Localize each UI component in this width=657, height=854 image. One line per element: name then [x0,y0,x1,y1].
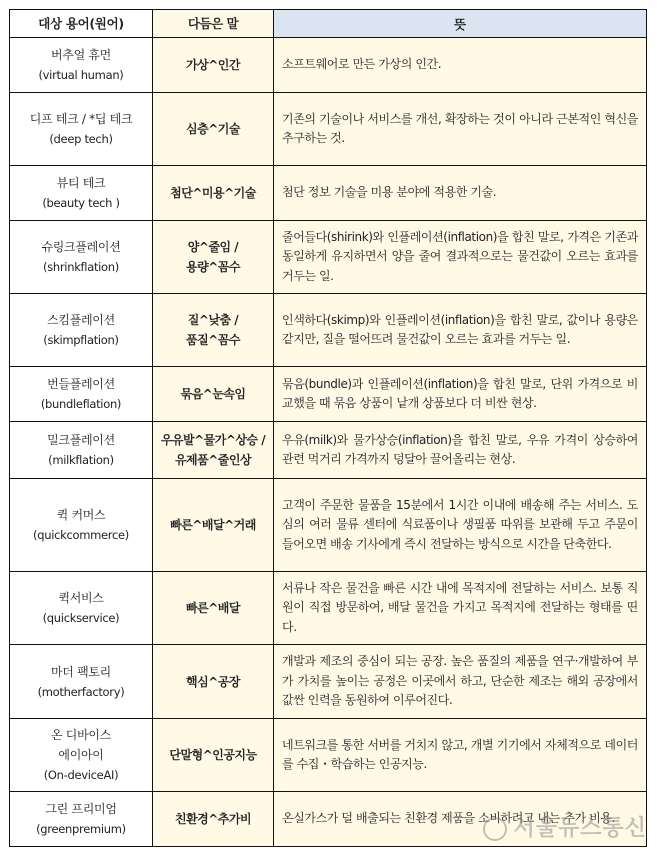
table-row [10,166,647,221]
refined-term-cell [153,294,274,367]
term-korean: 슈링크플레이션 [41,240,121,254]
table-row [10,294,647,367]
refined-term: 심층^기술 [186,122,240,136]
term-original: (virtual human) [38,68,124,82]
table-header-row [10,10,647,38]
table-row [10,572,647,645]
term-cell [10,572,153,645]
meaning-cell [274,38,647,93]
refined-term-cell [153,367,274,422]
term-cell [10,93,153,166]
term-original: (On-deviceAI) [43,768,119,782]
term-korean: 퀵서비스 [58,591,104,605]
meaning-cell [274,93,647,166]
term-original: (motherfactory) [37,684,125,699]
table-row [10,792,647,847]
meaning-text: 고객이 주문한 물품을 15분에서 1시간 이내에 배송해 주는 서비스. 도심의 여러 물류 센터에 식료품이나 생필품 따위를 보관해 두고 주문이 들어오면 배송 기사에게 즉시 전달하는 방식으로 시간을 단축한다. [282,497,638,551]
meaning-cell [274,719,647,792]
meaning-text: 인색하다(skimp)와 인플레이션(inflation)을 합친 말로, 값이나 용량은 같지만, 질을 떨어뜨려 물건값이 오르는 효과를 거두는 일. [282,312,638,346]
term-original: (greenpremium) [36,822,126,836]
table-row [10,422,647,479]
term-cell [10,645,153,719]
term-korean: 그린 프리미엄 [45,802,117,816]
refined-term: 빠른^배달 [186,601,240,615]
term-cell: 온 디바이스 에이아이 (On-deviceAI) [10,719,153,792]
term-original: (deep tech) [49,132,113,146]
term-korean: 밀크플레이션 [47,433,115,447]
refined-term: 가상^인간 [186,58,240,72]
term-original: (skimpflation) [43,333,119,347]
term-korean: 스킴플레이션 [47,313,115,327]
refined-term: 양^줄임 / 용량^꼼수 [186,240,240,274]
meaning-text: 소프트웨어로 만든 가상의 인간. [282,57,442,72]
meaning-cell [274,294,647,367]
refined-term: 질^낮춤 / 품질^꼼수 [186,313,240,347]
meaning-cell [274,166,647,221]
term-original: (milkflation) [48,453,114,467]
table-row [10,367,647,422]
terms-table [9,9,647,847]
meaning-text: 온실가스가 덜 배출되는 친환경 제품을 소비하려고 내는 추가 비용. [282,811,615,826]
meaning-text: 서류나 작은 물건을 빠른 시간 내에 목적지에 전달하는 서비스. 보통 직원이 직접 방문하여, 배달 물건을 가지고 목적지에 전달하는 형태를 띤다. [282,580,638,634]
term-cell [10,479,153,572]
term-cell [10,792,153,847]
meaning-cell [274,367,647,422]
table-row [10,645,647,719]
refined-term-cell [153,93,274,166]
refined-term: 단말형^인공지능 [169,748,257,762]
refined-term-cell [153,645,274,719]
term-cell [10,221,153,294]
meaning-text: 개발과 제조의 중심이 되는 공장. 높은 품질의 제품을 연구·개발하여 부가 가치를 높이는 공정은 이곳에서 하고, 단순한 제조는 해외 공장에서 값싼 인력을 동원하여 이루어진다. [282,654,638,708]
refined-term-cell [153,221,274,294]
term-cell [10,367,153,422]
refined-term-cell [153,792,274,847]
refined-term-cell [153,422,274,479]
term-korean: 퀵 커머스 [56,508,106,522]
term-original: (quickcommerce) [33,528,129,542]
term-korean: 번들플레이션 [47,377,115,391]
term-original: (beauty tech ) [42,196,120,210]
refined-term-cell [153,166,274,221]
refined-term: 우유발^물가^상승 / 유제품^줄인상 [160,433,266,467]
term-original: (quickservice) [42,611,120,625]
meaning-text: 묶음(bundle)과 인플레이션(inflation)을 합친 말로, 단위 가격으로 비교했을 때 묶음 상품이 낱개 상품보다 더 비싼 현상. [282,376,638,410]
refined-term-cell [153,719,274,792]
refined-term-cell [153,572,274,645]
refined-term: 핵심^공장 [186,674,240,689]
meaning-cell [274,792,647,847]
term-original: (bundleflation) [40,397,122,411]
meaning-cell [274,221,647,294]
meaning-text: 기존의 기술이나 서비스를 개선, 확장하는 것이 아니라 근본적인 혁신을 추구하는 것. [282,111,638,145]
term-korean: 마더 팩토리 [51,664,111,679]
refined-term: 빠른^배달^거래 [170,518,256,532]
table-row [10,719,647,792]
meaning-text: 줄어들다(shirink)와 인플레이션(inflation)을 합친 말로, 가격은 기존과 동일하게 유지하면서 양을 줄여 결과적으로는 물건값이 오르는 효과를 거두는 일. [282,229,638,283]
header-term: 대상 용어(원어) [10,10,153,38]
refined-term: 친환경^추가비 [174,812,252,826]
term-korean: 디프 테크 / *딥 테크 [29,112,133,126]
meaning-cell [274,645,647,719]
meaning-text: 네트워크를 통한 서버를 거치지 않고, 개별 기기에서 자체적으로 데이터를 수집・학습하는 인공지능. [282,737,638,771]
table-row [10,93,647,166]
header-meaning: 뜻 [274,10,647,38]
term-original: (shrinkflation) [43,260,119,274]
table-row [10,479,647,572]
meaning-cell [274,479,647,572]
term-korean: 버추얼 휴먼 [51,48,111,62]
meaning-cell [274,422,647,479]
term-cell [10,422,153,479]
table-row [10,221,647,294]
refined-term: 묶음^눈속임 [180,387,246,401]
refined-term: 첨단^미용^기술 [170,186,256,200]
refined-term-cell [153,38,274,93]
term-cell [10,166,153,221]
table-row [10,38,647,93]
refined-term-cell [153,479,274,572]
term-cell [10,38,153,93]
meaning-text: 우유(milk)와 물가상승(inflation)을 합친 말로, 우유 가격이 상승하여 관련 먹거리 가격까지 덩달아 끌어올리는 현상. [282,432,638,466]
meaning-text: 첨단 정보 기술을 미용 분야에 적용한 기술. [282,185,497,200]
term-korean: 뷰티 테크 [56,176,106,190]
header-refined: 다듬은 말 [153,10,274,38]
meaning-cell [274,572,647,645]
watermark-text: 서울뉴스통신 [513,816,647,841]
term-cell [10,294,153,367]
